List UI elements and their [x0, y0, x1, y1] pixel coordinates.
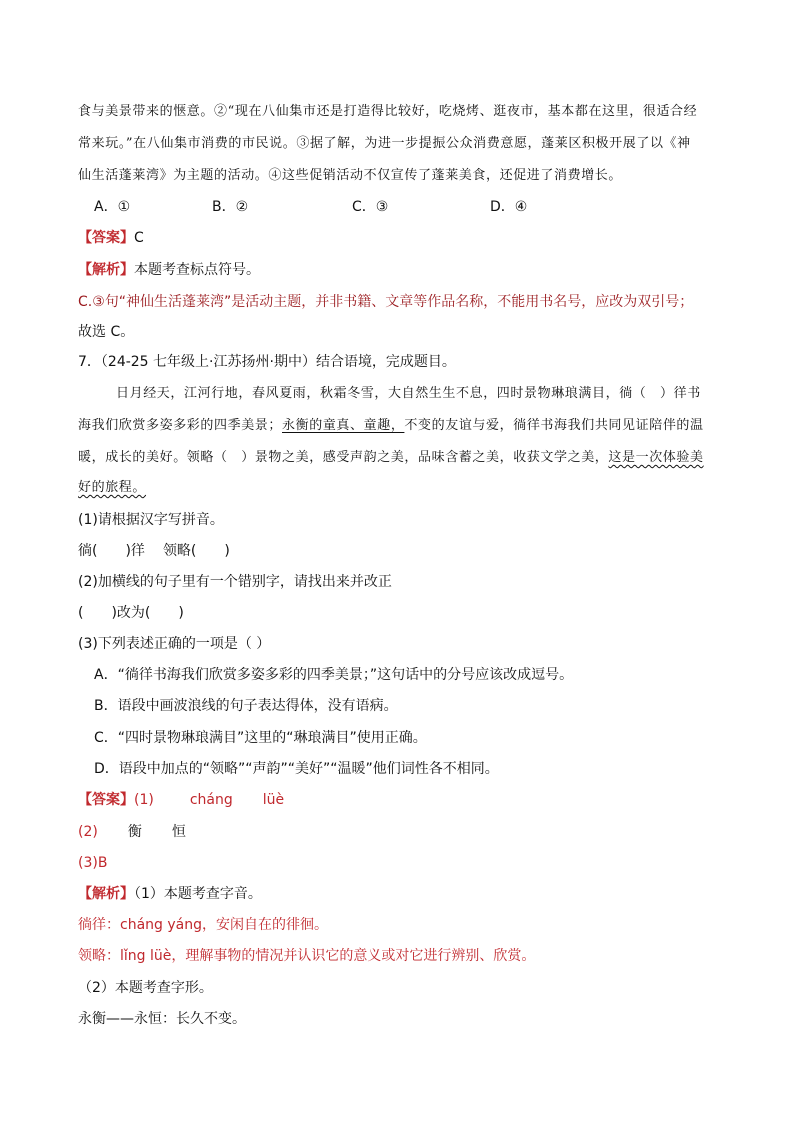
q7-sub1: (1)请根据汉字写拼音。 — [78, 512, 224, 528]
q7-analysis-line-2: 徜徉：cháng yáng，安闲自在的徘徊。 — [78, 917, 328, 933]
q7-answer-3: (3)B — [78, 855, 108, 871]
q7-passage-line-4 — [78, 478, 146, 498]
q7-analysis-line-4: （2）本题考查字形。 — [78, 980, 213, 996]
q7-sub3: (3)下列表述正确的一项是（ ） — [78, 636, 271, 652]
correct-char: 恒 — [171, 824, 186, 840]
analysis-text: 本题考查标点符号。 — [134, 262, 260, 278]
q7-option-c: C．“四时景物琳琅满目”这里的“琳琅满目”使用正确。 — [94, 730, 427, 746]
answer-value: C — [134, 230, 144, 246]
pinyin-2: lüè — [262, 792, 285, 808]
q7-analysis — [78, 884, 262, 904]
blank-a: 徜( )徉 — [78, 543, 145, 559]
underlined-sentence: 永衡的童真、童趣， — [282, 418, 405, 433]
q6-option-a: A．① — [94, 199, 131, 215]
q7-header: 7．（24-25 七年级上·江苏扬州·期中）结合语境，完成题目。 — [78, 354, 456, 370]
passage-segment: 海我们欣赏多姿多彩的四季美景； — [78, 418, 283, 433]
q7-sub1-blanks — [78, 541, 230, 561]
q7-answer-1 — [78, 790, 284, 810]
q6-conclusion: 故选 C。 — [78, 324, 135, 340]
wavy-underlined-sentence-end: 好的旅程。 — [78, 480, 147, 495]
wavy-underlined-sentence: 这是一次体验美 — [608, 450, 704, 465]
q6-option-d: D．④ — [490, 199, 528, 215]
q6-analysis — [78, 260, 260, 280]
q7-analysis-line-3: 领略：lǐng lüè，理解事物的情况并认识它的意义或对它进行辨别、欣赏。 — [78, 948, 536, 964]
q7-passage-line-1: 日月经天，江河行地，春风夏雨，秋霜冬雪，大自然生生不息，四时景物琳琅满目，徜（ ）徉书 — [116, 386, 701, 401]
q7-passage-line-2 — [78, 416, 704, 436]
q6-answer — [78, 228, 144, 248]
blank-b: 领略( ) — [162, 543, 230, 559]
q6-option-c: C．③ — [352, 199, 389, 215]
analysis-line-1: （1）本题考查字音。 — [134, 886, 262, 902]
passage-segment: 暖，成长的美好。领略（ ）景物之美，感受声韵之美，品味含蓄之美，收获文学之美， — [78, 450, 609, 465]
q7-analysis-line-5: 永衡——永恒：长久不变。 — [78, 1011, 246, 1027]
passage-line-1: 食与美景带来的惬意。②“现在八仙集市还是打造得比较好，吃烧烤、逛夜市，基本都在这里，很适合经 — [78, 104, 698, 119]
passage-segment: 不变的友谊与爱，徜徉书海我们共同见证陪伴的温 — [404, 418, 704, 433]
q7-answer-2 — [78, 822, 186, 842]
answer-label: 【答案】 — [78, 792, 134, 808]
answer-label: 【答案】 — [78, 230, 134, 246]
analysis-label: 【解析】 — [78, 262, 134, 278]
answer-num: (2) — [78, 824, 98, 840]
pinyin-1: cháng — [189, 792, 233, 808]
passage-line-3: 仙生活蓬莱湾》为主题的活动。④这些促销活动不仅宣传了蓬莱美食，还促进了消费增长。 — [78, 168, 623, 183]
q7-option-d: D．语段中加点的“领略”“声韵”“美好”“温暖”他们词性各不相同。 — [94, 761, 499, 777]
q7-sub2: (2)加横线的句子里有一个错别字，请找出来并改正 — [78, 574, 392, 590]
answer-num: (1) — [134, 792, 154, 808]
q7-passage-line-3 — [78, 448, 704, 468]
analysis-label: 【解析】 — [78, 886, 134, 902]
q6-analysis-detail: C.③句“神仙生活蓬莱湾”是活动主题，并非书籍、文章等作品名称，不能用书名号，应改为双引号； — [78, 294, 694, 310]
q7-option-a: A．“徜徉书海我们欣赏多姿多彩的四季美景；”这句话中的分号应该改成逗号。 — [94, 667, 574, 683]
q7-sub2-blanks: ( )改为( ) — [78, 605, 184, 621]
wrong-char: 衡 — [127, 824, 142, 840]
q6-option-b: B．② — [212, 199, 249, 215]
q7-option-b: B．语段中画波浪线的句子表达得体，没有语病。 — [94, 698, 398, 714]
passage-line-2: 常来玩。”在八仙集市消费的市民说。③据了解，为进一步提振公众消费意愿，蓬莱区积极开展了以《神 — [78, 136, 691, 151]
